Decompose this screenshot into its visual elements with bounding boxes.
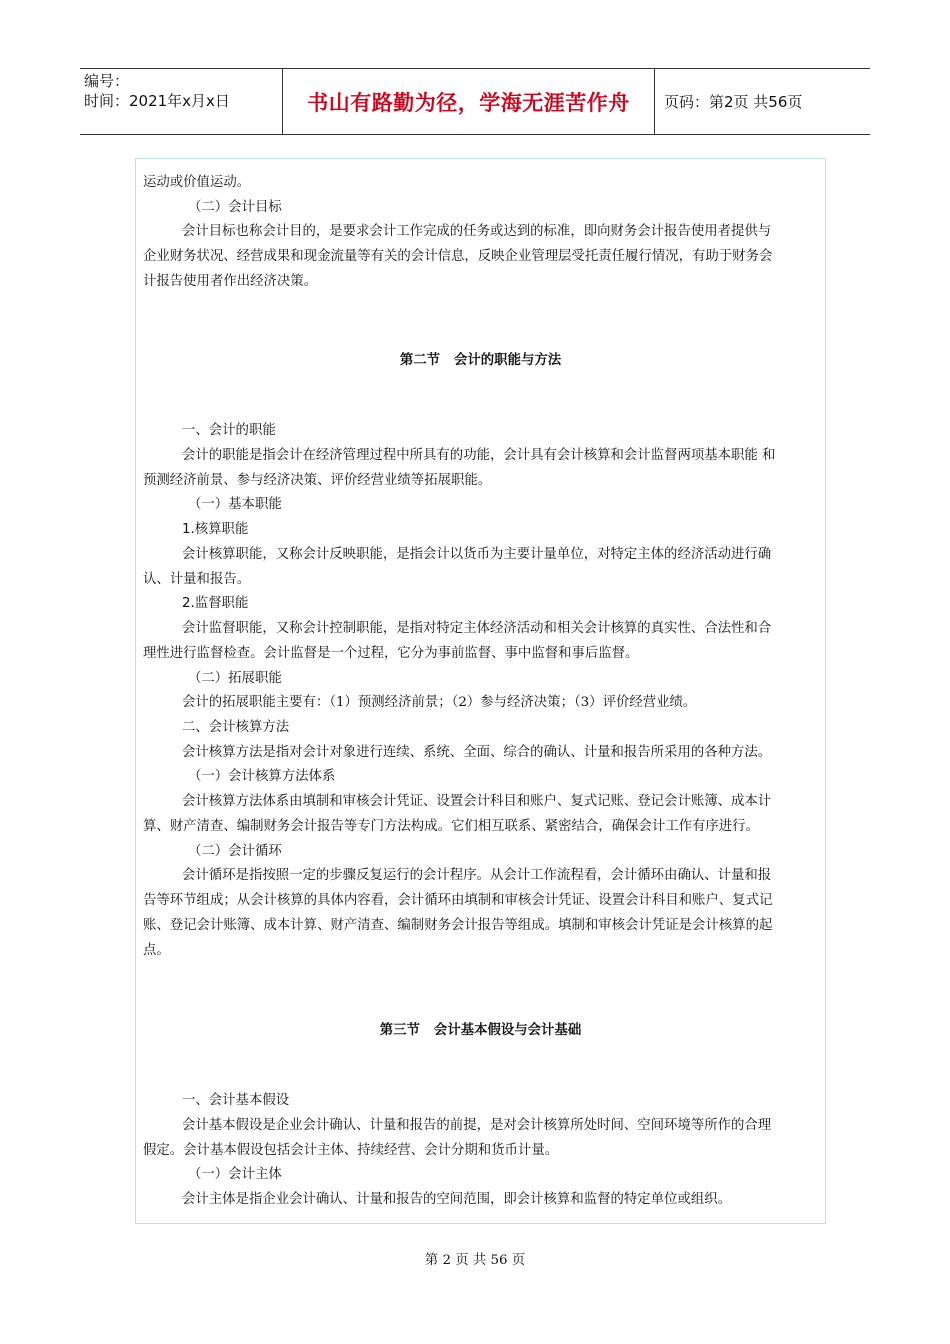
section-item-heading: 二、会计核算方法 <box>182 720 290 735</box>
text-line: 会计的职能是指会计在经济管理过程中所具有的功能，会计具有会计核算和会计监督两项基本职能 和 <box>182 448 776 463</box>
section-item-heading: 一、会计的职能 <box>182 423 276 438</box>
subsection-heading: （一）基本职能 <box>188 497 282 512</box>
document-number-label: 编号： <box>84 72 130 90</box>
text-line: 会计循环是指按照一定的步骤反复运行的会计程序。从会计工作流程看，会计循环由确认、计量和报 <box>182 868 772 883</box>
text-line: 会计核算职能，又称会计反映职能，是指会计以货币为主要计量单位，对特定主体的经济活动进行确 <box>182 547 772 562</box>
text-line: 运动或价值运动。 <box>143 175 251 190</box>
text-line: 会计核算方法体系由填制和审核会计凭证、设置会计科目和账户、复式记账、登记会计账簿、成本计 <box>182 794 772 809</box>
subsection-heading: （一）会计主体 <box>188 1167 282 1182</box>
subsection-heading: （二）拓展职能 <box>188 671 282 686</box>
document-time-label: 时间：2021年x月x日 <box>84 92 230 110</box>
text-line: 认、计量和报告。 <box>143 572 251 587</box>
document-header <box>80 68 870 135</box>
section-heading-2: 第二节 会计的职能与方法 <box>399 352 562 368</box>
text-line: 假定。会计基本假设包括会计主体、持续经营、会计分期和货币计量。 <box>143 1143 559 1158</box>
header-meta <box>80 69 282 134</box>
text-line: 会计目标也称会计目的，是要求会计工作完成的任务或达到的标准，即向财务会计报告使用者提供与 <box>182 224 772 239</box>
text-line: 点。 <box>143 943 170 958</box>
text-line: 理性进行监督检查。会计监督是一个过程，它分为事前监督、事中监督和事后监督。 <box>143 646 639 661</box>
header-page-info: 页码：第2页 共56页 <box>664 93 803 111</box>
subsection-heading: （二）会计循环 <box>188 844 282 859</box>
text-line: 会计基本假设是企业会计确认、计量和报告的前提，是对会计核算所处时间、空间环境等所作的合理 <box>182 1118 772 1133</box>
text-line: 计报告使用者作出经济决策。 <box>143 274 318 289</box>
text-line: 会计核算方法是指对会计对象进行连续、系统、全面、综合的确认、计量和报告所采用的各种方法。 <box>182 745 772 760</box>
text-line: 账、登记会计账簿、成本计算、财产清查、编制财务会计报告等组成。填制和审核会计凭证是会计核算的起 <box>143 918 773 933</box>
page-footer: 第 2 页 共 56 页 <box>424 1253 526 1268</box>
subsection-heading: （一）会计核算方法体系 <box>188 769 336 784</box>
text-line: 告等环节组成；从会计核算的具体内容看，会计循环由填制和审核会计凭证、设置会计科目和账户、复式记 <box>143 893 773 908</box>
content-frame <box>135 158 826 1224</box>
text-line: 会计的拓展职能主要有：（1）预测经济前景；（2）参与经济决策；（3）评价经营业绩。 <box>182 695 697 710</box>
text-line: 会计监督职能，又称会计控制职能，是指对特定主体经济活动和相关会计核算的真实性、合法性和合 <box>182 621 772 636</box>
section-heading-3: 第三节 会计基本假设与会计基础 <box>379 1022 582 1038</box>
header-motto: 书山有路勤为径，学海无涯苦作舟 <box>282 69 655 134</box>
numbered-heading: 1.核算职能 <box>182 522 249 537</box>
text-line: 算、财产清查、编制财务会计报告等专门方法构成。它们相互联系、紧密结合，确保会计工作有序进行。 <box>143 819 759 834</box>
numbered-heading: 2.监督职能 <box>182 596 249 611</box>
text-line: 预测经济前景、参与经济决策、评价经营业绩等拓展职能。 <box>143 473 492 488</box>
subsection-heading: （二）会计目标 <box>188 200 282 215</box>
text-line: 企业财务状况、经营成果和现金流量等有关的会计信息，反映企业管理层受托责任履行情况，有助于财务会 <box>143 249 773 264</box>
text-line: 会计主体是指企业会计确认、计量和报告的空间范围，即会计核算和监督的特定单位或组织。 <box>182 1192 732 1207</box>
section-item-heading: 一、会计基本假设 <box>182 1093 290 1108</box>
